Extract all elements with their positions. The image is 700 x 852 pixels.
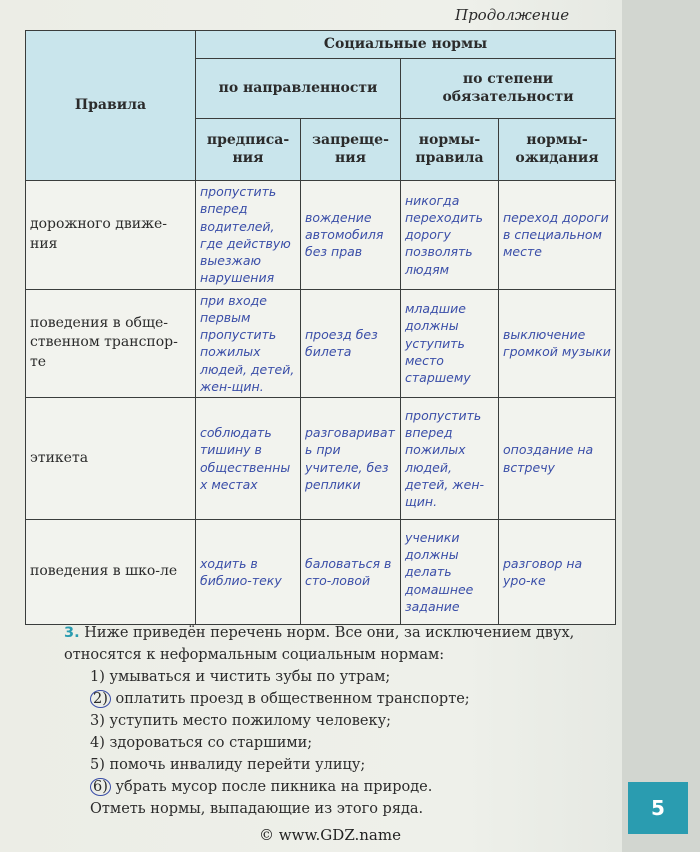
item-number: 4) bbox=[90, 735, 105, 751]
table-row bbox=[26, 181, 616, 290]
page-edge-strip bbox=[622, 0, 700, 852]
obligation-group-header: по степени обязательности bbox=[401, 59, 616, 119]
list-item bbox=[90, 754, 614, 776]
item-text: убрать мусор после пикника на природе. bbox=[115, 779, 433, 795]
item-number: 1) bbox=[90, 669, 105, 685]
handwritten-answer: проезд без билета bbox=[301, 289, 401, 398]
handwritten-answer: ученики должны делать домашнее задание bbox=[401, 520, 499, 625]
handwritten-answer: младшие должны уступить место старшему bbox=[401, 289, 499, 398]
rule-cell: поведения в обще-ственном транспор-те bbox=[26, 289, 196, 398]
direction-group-header: по направленности bbox=[196, 59, 401, 119]
handwritten-answer: никогда переходить дорогу позволять людям bbox=[401, 181, 499, 290]
task-instruction: Отметь нормы, выпадающие из этого ряда. bbox=[90, 801, 424, 817]
item-number: 3) bbox=[90, 713, 105, 729]
task-number: 3. bbox=[64, 625, 80, 641]
list-item bbox=[90, 776, 614, 798]
item-text: оплатить проезд в общественном транспорте; bbox=[115, 691, 470, 707]
handwritten-answer: разговаривать при учителе, без реплики bbox=[301, 398, 401, 520]
rules-header: Правила bbox=[26, 31, 196, 181]
rule-cell: дорожного движе-ния bbox=[26, 181, 196, 290]
item-text: умываться и чистить зубы по утрам; bbox=[109, 669, 391, 685]
social-norms-table bbox=[25, 30, 616, 625]
rule-cell: этикета bbox=[26, 398, 196, 520]
list-item bbox=[90, 732, 614, 754]
page-number: 5 bbox=[628, 782, 688, 834]
watermark-footer: © www.GDZ.name bbox=[259, 826, 401, 844]
task-3 bbox=[64, 622, 614, 820]
handwritten-answer: пропустить вперед водителей, где действую выезжаю нарушения bbox=[196, 181, 301, 290]
table-row bbox=[26, 398, 616, 520]
prohibitions-header: запреще-ния bbox=[301, 119, 401, 181]
handwritten-answer: опоздание на встречу bbox=[499, 398, 616, 520]
handwritten-answer: пропустить вперед пожилых людей, детей, жен-щин. bbox=[401, 398, 499, 520]
task-intro bbox=[64, 622, 614, 644]
social-norms-header: Социальные нормы bbox=[196, 31, 616, 59]
table-row bbox=[26, 289, 616, 398]
task-intro-line2: относятся к неформальным социальным нормам: bbox=[64, 647, 445, 663]
item-number: 5) bbox=[90, 757, 105, 773]
list-item bbox=[90, 688, 614, 710]
item-text: уступить место пожилому человеку; bbox=[109, 713, 391, 729]
task-intro-line1: Ниже приведён перечень норм. Все они, за исключением двух, bbox=[84, 625, 575, 641]
circled-item-number: 2) bbox=[90, 690, 111, 708]
norm-expectations-header: нормы-ожидания bbox=[499, 119, 616, 181]
handwritten-answer: соблюдать тишину в общественных местах bbox=[196, 398, 301, 520]
list-item bbox=[90, 666, 614, 688]
rule-cell: поведения в шко-ле bbox=[26, 520, 196, 625]
handwritten-answer: при входе первым пропустить пожилых людей, детей, жен-щин. bbox=[196, 289, 301, 398]
handwritten-answer: ходить в библио-теку bbox=[196, 520, 301, 625]
list-item bbox=[90, 710, 614, 732]
item-text: здороваться со старшими; bbox=[109, 735, 313, 751]
prescriptions-header: предписа-ния bbox=[196, 119, 301, 181]
handwritten-answer: выключение громкой музыки bbox=[499, 289, 616, 398]
table-row bbox=[26, 520, 616, 625]
norm-rules-header: нормы-правила bbox=[401, 119, 499, 181]
item-text: помочь инвалиду перейти улицу; bbox=[109, 757, 366, 773]
handwritten-answer: баловаться в сто-ловой bbox=[301, 520, 401, 625]
continuation-label: Продолжение bbox=[455, 6, 570, 24]
circled-item-number: 6) bbox=[90, 778, 111, 796]
handwritten-answer: разговор на уро-ке bbox=[499, 520, 616, 625]
handwritten-answer: вождение автомобиля без прав bbox=[301, 181, 401, 290]
norms-list bbox=[64, 666, 614, 798]
handwritten-answer: переход дороги в специальном месте bbox=[499, 181, 616, 290]
